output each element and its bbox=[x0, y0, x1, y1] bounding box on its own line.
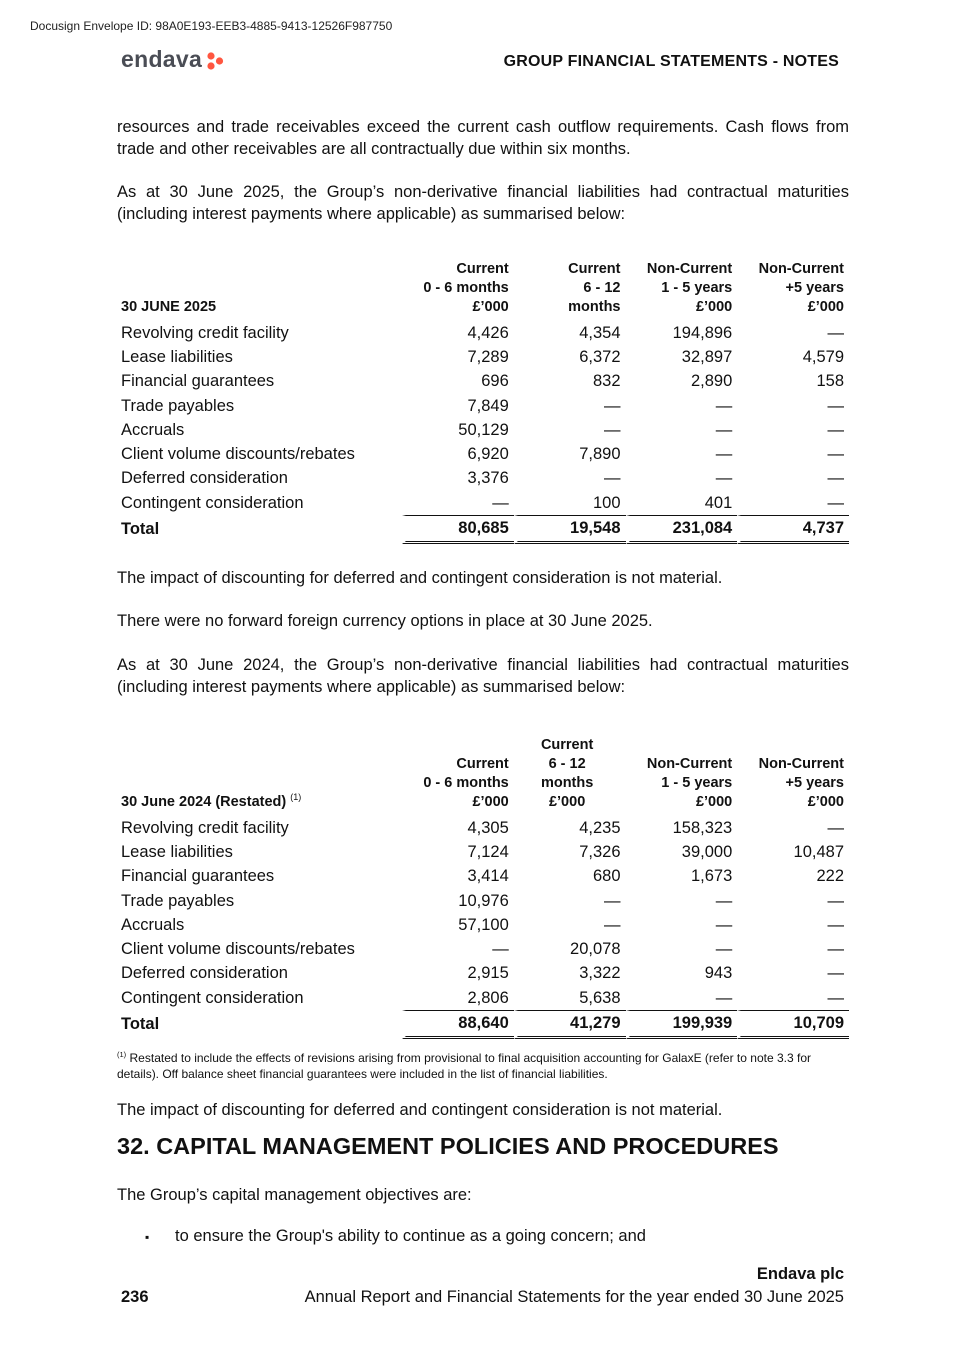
footnote-text: Restated to include the effects of revisions arising from provisional to final acquisition accounting for GalaxE (refer to note 3.3 for details). Off balance sheet financial guarantees were included in the list of financial liabilities. bbox=[117, 1051, 811, 1081]
header-text: 30 June 2024 (Restated) bbox=[121, 794, 287, 810]
table-total-row bbox=[117, 515, 849, 543]
value-cell: 194,896 bbox=[672, 323, 733, 342]
paragraph-2024-maturities: As at 30 June 2024, the Group’s non-derivative financial liabilities had contractual maturities (including interest payments where applicable) as summarised below: bbox=[117, 656, 849, 696]
value-cell: — bbox=[715, 915, 733, 934]
column-header bbox=[737, 736, 849, 816]
value-cell: — bbox=[604, 420, 621, 439]
value-cell: 4,579 bbox=[802, 347, 844, 366]
value-cell: 3,322 bbox=[579, 964, 621, 983]
header-text: Non-Current bbox=[646, 756, 733, 772]
endava-logo bbox=[121, 46, 226, 73]
value-cell: 41,279 bbox=[514, 1010, 626, 1038]
bullet-square-icon: ▪ bbox=[145, 1230, 150, 1244]
header-text: 1 - 5 years bbox=[661, 280, 733, 296]
value-cell: 696 bbox=[481, 372, 509, 391]
table-row bbox=[117, 491, 849, 515]
value-cell: 3,414 bbox=[467, 867, 509, 886]
value-cell: 57,100 bbox=[458, 915, 509, 934]
value-cell: — bbox=[827, 445, 844, 464]
row-label: Lease liabilities bbox=[121, 842, 233, 861]
logo-wordmark: endava bbox=[121, 46, 203, 72]
row-label: Financial guarantees bbox=[121, 372, 275, 391]
capital-objectives-intro bbox=[117, 1184, 849, 1206]
header-text: Current bbox=[540, 737, 594, 753]
value-cell: 100 bbox=[592, 493, 621, 512]
table-row bbox=[117, 913, 849, 937]
value-cell: 401 bbox=[704, 493, 733, 512]
value-cell: 2,915 bbox=[467, 964, 509, 983]
maturities-2025-intro bbox=[117, 181, 849, 225]
value-cell: 7,289 bbox=[467, 347, 509, 366]
value-cell: 158 bbox=[816, 372, 844, 391]
value-cell: 2,806 bbox=[467, 988, 509, 1007]
value-cell: 943 bbox=[704, 964, 733, 983]
value-cell: — bbox=[715, 988, 733, 1007]
value-cell: 32,897 bbox=[681, 347, 733, 366]
value-cell: 7,124 bbox=[467, 842, 509, 861]
value-cell: 4,737 bbox=[737, 515, 849, 543]
header-text: +5 years bbox=[785, 280, 844, 296]
value-cell: 10,487 bbox=[793, 842, 844, 861]
header-text: Non-Current bbox=[646, 261, 733, 277]
header-text: Current bbox=[456, 261, 509, 277]
header-text: 1 - 5 years bbox=[661, 775, 733, 791]
table-row bbox=[117, 418, 849, 442]
row-label: Contingent consideration bbox=[121, 493, 304, 512]
value-cell: — bbox=[827, 915, 844, 934]
row-label: Total bbox=[121, 1015, 160, 1034]
value-cell: — bbox=[715, 420, 733, 439]
header-text: (1) bbox=[290, 792, 302, 803]
value-cell: 10,976 bbox=[458, 891, 509, 910]
column-header bbox=[514, 260, 626, 321]
footer-company: Endava plc bbox=[756, 1265, 844, 1283]
value-cell: — bbox=[827, 396, 844, 415]
column-header bbox=[626, 736, 738, 816]
row-label: Accruals bbox=[121, 915, 185, 934]
header-text: £’000 bbox=[807, 794, 844, 810]
header-text: Non-Current bbox=[758, 261, 844, 277]
docusign-envelope-id: Docusign Envelope ID: 98A0E193-EEB3-4885-9413-12526F987750 bbox=[30, 19, 393, 33]
value-cell: 6,920 bbox=[467, 445, 509, 464]
value-cell: — bbox=[492, 940, 509, 959]
table-title: 30 JUNE 2025 bbox=[121, 299, 217, 315]
value-cell: 2,890 bbox=[690, 372, 733, 391]
table-row bbox=[117, 962, 849, 986]
row-label: Lease liabilities bbox=[121, 347, 233, 366]
paragraph-2025-maturities: As at 30 June 2025, the Group’s non-derivative financial liabilities had contractual maturities (including interest payments where applicable) as summarised below: bbox=[117, 183, 849, 223]
table-header-row bbox=[117, 736, 849, 816]
page-header-title: GROUP FINANCIAL STATEMENTS - NOTES bbox=[503, 53, 839, 70]
row-label: Trade payables bbox=[121, 891, 235, 910]
value-cell: — bbox=[604, 396, 621, 415]
header-text: £’000 bbox=[472, 794, 509, 810]
value-cell: — bbox=[715, 891, 733, 910]
value-cell: 20,078 bbox=[570, 940, 621, 959]
header-text: £’000 bbox=[695, 299, 733, 315]
column-header bbox=[737, 260, 849, 321]
table-row bbox=[117, 394, 849, 418]
paragraph-cash-flows: resources and trade receivables exceed the current cash outflow requirements. Cash flows from trade and other receivables are all contractually due within six months. bbox=[117, 118, 849, 158]
table-row bbox=[117, 345, 849, 369]
maturities-2024-intro bbox=[117, 654, 849, 698]
value-cell: 231,084 bbox=[626, 515, 738, 543]
value-cell: — bbox=[827, 818, 844, 837]
value-cell: 50,129 bbox=[458, 420, 509, 439]
value-cell: 158,323 bbox=[672, 818, 733, 837]
table-row bbox=[117, 370, 849, 394]
row-label: Deferred consideration bbox=[121, 964, 288, 983]
value-cell: — bbox=[604, 915, 621, 934]
value-cell: — bbox=[827, 940, 844, 959]
paragraph-fx-options: There were no forward foreign currency options in place at 30 June 2025. bbox=[117, 612, 653, 630]
column-header bbox=[402, 260, 514, 321]
value-cell: 7,890 bbox=[579, 445, 621, 464]
endava-logo-mark-icon bbox=[204, 50, 226, 72]
row-label: Revolving credit facility bbox=[121, 818, 289, 837]
table-row bbox=[117, 889, 849, 913]
row-label: Financial guarantees bbox=[121, 867, 275, 886]
value-cell: 680 bbox=[592, 867, 621, 886]
header-text: 6 - 12 bbox=[548, 756, 586, 772]
value-cell: 80,685 bbox=[402, 515, 514, 543]
value-cell: — bbox=[492, 493, 509, 512]
value-cell: — bbox=[604, 891, 621, 910]
paragraph-capital-objectives: The Group’s capital management objectives are: bbox=[117, 1186, 472, 1204]
table-row bbox=[117, 986, 849, 1010]
value-cell: — bbox=[604, 469, 621, 488]
value-cell: — bbox=[827, 469, 844, 488]
value-cell: — bbox=[827, 964, 844, 983]
value-cell: — bbox=[827, 420, 844, 439]
header-text: £’000 bbox=[695, 794, 733, 810]
footer-report-title: Annual Report and Financial Statements for the year ended 30 June 2025 bbox=[304, 1288, 844, 1306]
section-title: 32. CAPITAL MANAGEMENT POLICIES AND PROCEDURES bbox=[117, 1133, 779, 1159]
table-header-row bbox=[117, 260, 849, 321]
discounting-note-2024 bbox=[117, 1099, 849, 1121]
value-cell: 5,638 bbox=[579, 988, 621, 1007]
table-row bbox=[117, 442, 849, 466]
value-cell: 10,709 bbox=[737, 1010, 849, 1038]
row-label: Contingent consideration bbox=[121, 988, 304, 1007]
value-cell: 832 bbox=[592, 372, 621, 391]
row-label: Trade payables bbox=[121, 396, 235, 415]
paragraph-discounting: The impact of discounting for deferred and contingent consideration is not material. bbox=[117, 1101, 723, 1119]
table-title bbox=[117, 736, 402, 816]
list-item bbox=[145, 1227, 646, 1247]
liabilities-table-2024 bbox=[117, 736, 849, 1039]
header-text: Current bbox=[568, 261, 621, 277]
value-cell: 19,548 bbox=[514, 515, 626, 543]
table-total-row bbox=[117, 1010, 849, 1038]
value-cell: — bbox=[827, 891, 844, 910]
table-row bbox=[117, 840, 849, 864]
header-text: 6 - 12 bbox=[583, 280, 621, 296]
value-cell: 88,640 bbox=[402, 1010, 514, 1038]
paragraph-discounting: The impact of discounting for deferred and contingent consideration is not material. bbox=[117, 569, 723, 587]
row-label: Accruals bbox=[121, 420, 185, 439]
header-text: £’000 bbox=[548, 794, 586, 810]
row-label: Deferred consideration bbox=[121, 469, 288, 488]
value-cell: 7,326 bbox=[579, 842, 621, 861]
intro-section bbox=[117, 116, 849, 160]
value-cell: 3,376 bbox=[467, 469, 509, 488]
column-header bbox=[402, 736, 514, 816]
header-text: months bbox=[540, 775, 594, 791]
value-cell: 39,000 bbox=[681, 842, 733, 861]
value-cell: 6,372 bbox=[579, 347, 621, 366]
table-row bbox=[117, 467, 849, 491]
list-item-text: to ensure the Group's ability to continue as a going concern; and bbox=[175, 1227, 646, 1245]
restatement-footnote bbox=[117, 1047, 849, 1082]
value-cell: — bbox=[715, 469, 733, 488]
header-text: months bbox=[568, 299, 621, 315]
table-row bbox=[117, 816, 849, 840]
discounting-note-2025 bbox=[117, 567, 849, 589]
header-text: Non-Current bbox=[758, 756, 844, 772]
header-text: +5 years bbox=[785, 775, 844, 791]
value-cell: — bbox=[715, 940, 733, 959]
page-number: 236 bbox=[121, 1288, 149, 1306]
footnote-marker: (1) bbox=[117, 1050, 127, 1059]
value-cell: 222 bbox=[816, 867, 844, 886]
table-row bbox=[117, 937, 849, 961]
fx-options-note bbox=[117, 610, 849, 632]
value-cell: 199,939 bbox=[626, 1010, 738, 1038]
header-text: £’000 bbox=[807, 299, 844, 315]
column-header bbox=[514, 736, 626, 816]
value-cell: — bbox=[827, 493, 844, 512]
value-cell: — bbox=[715, 445, 733, 464]
row-label: Client volume discounts/rebates bbox=[121, 445, 355, 464]
header-text: 0 - 6 months bbox=[423, 280, 509, 296]
row-label: Total bbox=[121, 520, 160, 539]
header-text: Current bbox=[456, 756, 509, 772]
row-label: Client volume discounts/rebates bbox=[121, 940, 355, 959]
table-row bbox=[117, 321, 849, 345]
header-text: £’000 bbox=[472, 299, 509, 315]
value-cell: 4,235 bbox=[579, 818, 621, 837]
value-cell: 7,849 bbox=[467, 396, 509, 415]
value-cell: — bbox=[827, 323, 844, 342]
header-text: 0 - 6 months bbox=[423, 775, 509, 791]
row-label: Revolving credit facility bbox=[121, 323, 289, 342]
value-cell: — bbox=[827, 988, 844, 1007]
value-cell: 4,305 bbox=[467, 818, 509, 837]
value-cell: 4,426 bbox=[467, 323, 509, 342]
column-header bbox=[626, 260, 738, 321]
value-cell: — bbox=[715, 396, 733, 415]
liabilities-table-2025 bbox=[117, 260, 849, 544]
value-cell: 1,673 bbox=[690, 867, 733, 886]
table-row bbox=[117, 865, 849, 889]
value-cell: 4,354 bbox=[579, 323, 621, 342]
